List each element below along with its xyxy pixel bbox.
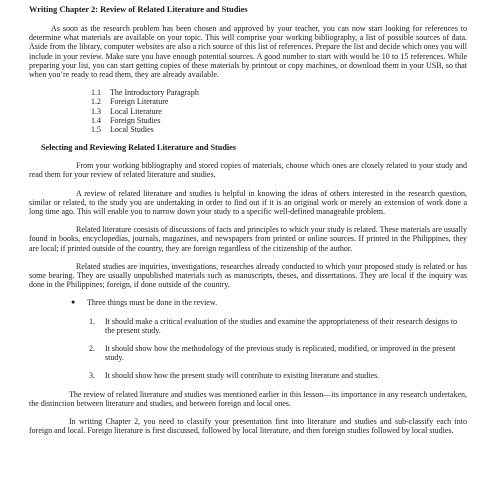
item-number: 2. (89, 344, 95, 354)
outline-item (91, 97, 467, 106)
outline-label: Local Literature (110, 106, 162, 116)
bullet-text: Three things must be done in the review. (87, 298, 218, 308)
body-paragraph: Related studies are inquiries, investigations, researches already conducted to which your proposed study is related or has some bearing. They are usually unpublished materials such as manuscripts, theses, and dissertations. They are local if the inquiry was done in the Philippines; foreign, if done outside of the country. (29, 261, 467, 290)
outline-label: Foreign Studies (110, 115, 161, 125)
section-heading: Selecting and Reviewing Related Literature and Studies (41, 143, 236, 153)
outline-number: 1.1 (91, 88, 101, 98)
intro-paragraph: As soon as the research problem has been chosen and approved by your teacher, you can now start looking for references to determine what materials are available on your topic. This will comprise your working bibliography, a list of possible sources of data. Aside from the library, computer websites are also a rich source of this list of references. Prepare the list and decide which ones you will include in your review. Make sure you have enough potential sources. A good number to start with would be 10 to 15 references. While preparing your list, you can start getting copies of these materials by printout or copy machines, or download them in your USB, so that when you’re ready to read them, they are already available. (29, 24, 467, 80)
item-number: 3. (89, 371, 95, 381)
outline-number: 1.3 (91, 106, 101, 116)
document-title: Writing Chapter 2: Review of Related Literature and Studies (29, 5, 248, 14)
item-text: It should make a critical evaluation of the studies and examine the appropriateness of their research designs to the present study. (105, 316, 458, 335)
numbered-item (89, 371, 467, 380)
outline-label: The Introductory Paragraph (110, 88, 199, 98)
body-paragraph: A review of related literature and studies is helpful in knowing the ideas of others interested in the research question, similar or related, to the study you are undertaking in order to find out if it is an original work or merely an extension of work done a long time ago. This will enable you to narrow down your study to a specific well-defined manageable problem. (29, 188, 467, 217)
bullet-dot-icon: ● (71, 298, 76, 307)
numbered-item (89, 344, 467, 362)
bullet-item (69, 298, 467, 307)
body-paragraph: From your working bibliography and stored copies of materials, choose which ones are closely related to your study and read them for your review of related literature and studies. (29, 161, 467, 180)
item-number: 1. (89, 316, 95, 326)
item-text: It should show how the present study will contribute to existing literature and studies. (105, 371, 380, 381)
outline-item (91, 107, 467, 116)
outline-label: Local Studies (110, 125, 154, 135)
numbered-list (29, 317, 467, 381)
outline-item (91, 116, 467, 125)
outline-list (91, 88, 467, 134)
outline-number: 1.2 (91, 97, 101, 107)
document-page (29, 5, 467, 445)
numbered-item (89, 317, 467, 335)
outline-number: 1.5 (91, 125, 101, 135)
outline-item (91, 88, 467, 97)
body-paragraph: Related literature consists of discussions of facts and principles to which your study is related. These materials are usually found in books, encyclopedias, journals, magazines, and newspapers from printed or online sources. If printed in the Philippines, they are local; if printed outside of the country, they are foreign regardless of the citizenship of the author. (29, 225, 467, 253)
outline-number: 1.4 (91, 115, 101, 125)
outline-label: Foreign Literature (110, 97, 169, 107)
outline-item (91, 125, 467, 134)
body-paragraph: In writing Chapter 2, you need to classify your presentation first into literature and studies and sub-classify each into foreign and local. Foreign literature is first discussed, followed by local literature, and then foreign studies followed by local studies. (29, 417, 467, 436)
body-paragraph: The review of related literature and studies was mentioned earlier in this lesson—its importance in any research undertaken, the distinction between literature and studies, and between foreign and local ones. (29, 389, 467, 408)
item-text: It should show how the methodology of the previous study is replicated, modified, or improved in the present study. (105, 344, 456, 363)
